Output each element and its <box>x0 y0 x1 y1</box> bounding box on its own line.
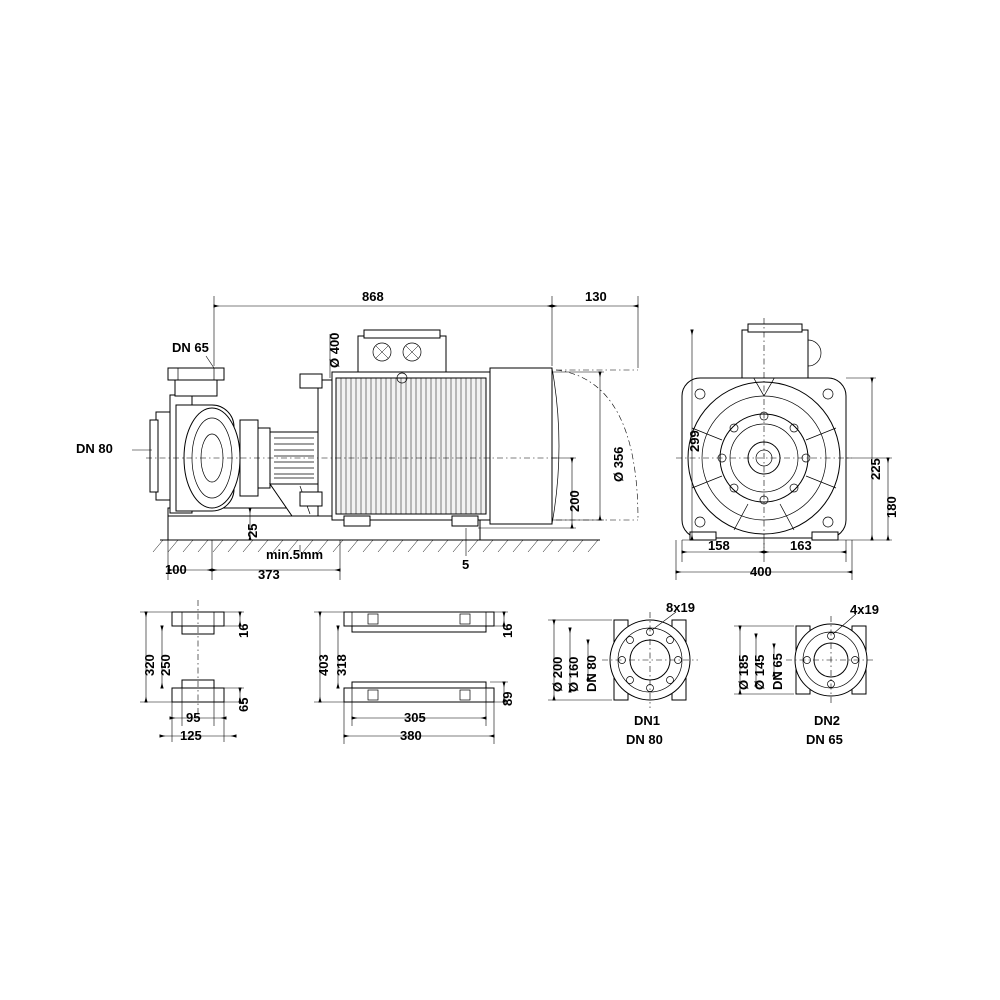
baseplate-end-view-geometry <box>172 600 224 716</box>
dim-4x19: 4x19 <box>850 602 879 617</box>
dim-100: 100 <box>165 562 187 577</box>
front-elevation-geometry <box>676 318 852 548</box>
dim-8x19: 8x19 <box>666 600 695 615</box>
side-elevation-geometry <box>146 330 638 552</box>
dim-403: 403 <box>316 654 331 676</box>
dim-125: 125 <box>180 728 202 743</box>
dim-bore-dn80: DN 80 <box>584 655 599 692</box>
dim-180: 180 <box>884 496 899 518</box>
dim-od-185: Ø 185 <box>736 654 751 690</box>
dim-320: 320 <box>142 654 157 676</box>
dim-bore-dn65: DN 65 <box>770 653 785 690</box>
note-min-5mm: min.5mm <box>266 547 324 562</box>
dim-373: 373 <box>258 567 280 582</box>
dim-od-200: Ø 200 <box>550 656 565 692</box>
dim-pcd-145: Ø 145 <box>752 654 767 690</box>
dim-130: 130 <box>585 289 607 304</box>
dim-motor-dia: Ø 356 <box>611 446 626 482</box>
dim-158: 158 <box>708 538 730 553</box>
dim-shaft-height: 200 <box>567 490 582 512</box>
dim-868: 868 <box>362 289 384 304</box>
label-dn-80: DN 80 <box>76 441 113 456</box>
caption-dn2: DN2 <box>814 713 841 728</box>
baseplate-plan-view-geometry <box>344 612 494 702</box>
dim-65-end: 65 <box>236 697 251 712</box>
dim-5: 5 <box>462 557 470 572</box>
dim-25: 25 <box>245 523 260 538</box>
dim-305: 305 <box>404 710 426 725</box>
dim-400: 400 <box>750 564 772 579</box>
dim-380: 380 <box>400 728 422 743</box>
dim-16-plan: 16 <box>500 623 515 638</box>
dim-318: 318 <box>334 654 349 676</box>
dim-225: 225 <box>868 458 883 480</box>
dim-fan-cowl-dia: Ø 400 <box>327 332 342 368</box>
dim-pcd-160: Ø 160 <box>566 656 581 692</box>
caption-dn1-size: DN 80 <box>626 732 663 747</box>
dim-95: 95 <box>186 710 201 725</box>
caption-dn2-size: DN 65 <box>806 732 843 747</box>
label-dn-65: DN 65 <box>172 340 209 355</box>
dim-16-end: 16 <box>236 623 251 638</box>
dim-163: 163 <box>790 538 812 553</box>
dim-299: 299 <box>687 430 702 452</box>
dim-89: 89 <box>500 691 515 706</box>
caption-dn1: DN1 <box>634 713 661 728</box>
dim-250: 250 <box>158 654 173 676</box>
